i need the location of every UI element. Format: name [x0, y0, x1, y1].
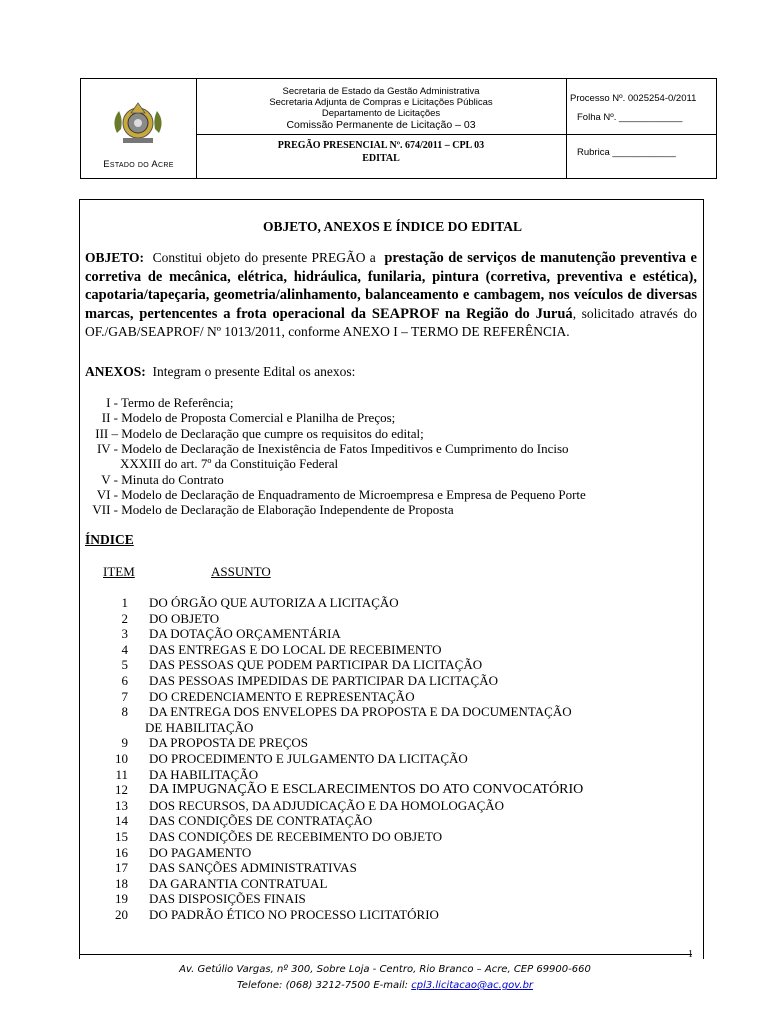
indice-item-title: DO OBJETO [149, 610, 220, 626]
header-line-4: Comissão Permanente de Licitação – 03 [286, 119, 476, 131]
indice-item-title: DO PROCEDIMENTO E JULGAMENTO DA LICITAÇÃO [149, 751, 468, 766]
indice-item-title: DAS CONDIÇÕES DE RECEBIMENTO DO OBJETO [149, 829, 443, 844]
objeto-rest: , solicitado através do OF./GAB/SEAPROF/ Nº 1013/2011, conforme ANEXO I – TERMO DE REFERÊNCIA. [85, 305, 697, 339]
footer-phone: Telefone: (068) 3212-7500 E-mail: [236, 980, 409, 991]
indice-item-number: 10 [115, 751, 128, 766]
indice-title: ÍNDICE [85, 532, 134, 547]
edital-label: EDITAL [362, 153, 400, 164]
section-title: OBJETO, ANEXOS E ÍNDICE DO EDITAL [262, 219, 523, 234]
anexos-label: ANEXOS: [85, 364, 146, 379]
indice-col-assunto: ASSUNTO [211, 564, 271, 579]
indice-item-number: 15 [115, 829, 128, 844]
indice-item-title: DA HABILITAÇÃO [149, 766, 259, 782]
indice-item-title: DA GARANTIA CONTRATUAL [149, 875, 328, 891]
header-line-2: Secretaria Adjunta de Compras e Licitações Públicas [269, 97, 493, 108]
processo-number: Processo Nº. 0025254-0/2011 [570, 93, 697, 104]
state-label: Estado do Acre [103, 159, 174, 170]
indice-item-number: 12 [115, 782, 128, 798]
anexos-intro [85, 363, 697, 381]
indice-item-number: 19 [115, 891, 128, 907]
anexo-item: IV - Modelo de Declaração de Inexistência de Fatos Impeditivos e Cumprimento do Inciso [96, 441, 569, 456]
anexo-item-continuation: XXXIII do art. 7º da Constituição Federal [120, 456, 339, 471]
indice-item-title: DAS DISPOSIÇÕES FINAIS [149, 891, 306, 907]
indice-item-title: DA DOTAÇÃO ORÇAMENTÁRIA [149, 626, 341, 642]
indice-item-number: 18 [115, 875, 128, 891]
anexo-item: V - Minuta do Contrato [101, 472, 224, 487]
indice-item-title: DAS PESSOAS QUE PODEM PARTICIPAR DA LICITAÇÃO [149, 657, 483, 673]
anexo-item: III – Modelo de Declaração que cumpre os requisitos do edital; [95, 426, 424, 441]
header-line-1: Secretaria de Estado da Gestão Administrativa [282, 86, 480, 97]
anexo-item: II - Modelo de Proposta Comercial e Planilha de Preços; [101, 410, 396, 425]
indice-item-number: 11 [115, 766, 128, 782]
indice-item-title: DAS SANÇÕES ADMINISTRATIVAS [149, 860, 357, 876]
indice-item-number: 3 [121, 626, 128, 642]
indice-item-title: DO ÓRGÃO QUE AUTORIZA A LICITAÇÃO [149, 595, 399, 610]
header-seal-cell [81, 79, 197, 178]
indice-col-item: ITEM [103, 564, 135, 579]
indice-item-title: DA IMPUGNAÇÃO E ESCLARECIMENTOS DO ATO CONVOCATÓRIO [149, 782, 584, 798]
indice-item-number: 5 [121, 657, 128, 673]
document-header [80, 78, 717, 179]
objeto-bold: prestação de serviços de manutenção preventiva e corretiva de mecânica, elétrica, hidráulica, funilaria, pintura (corretiva, preventiva e estética), capotaria/tapeçaria, geometria/alinhamento, balanceamento e cambagem, nos veículos de diversas marcas, pertencentes a frota operacional da SEAPROF na Região do Juruá [85, 250, 697, 322]
folha-field: Folha Nº. ____________ [577, 112, 683, 123]
page-number: 1 [688, 949, 693, 960]
box-bottom-rule [80, 954, 692, 955]
indice-item-number: 17 [115, 860, 128, 876]
indice-item-title: DA PROPOSTA DE PREÇOS [149, 735, 308, 751]
header-title-cell [196, 79, 567, 178]
header-line-3: Departamento de Licitações [321, 108, 441, 119]
indice-item-title: DAS PESSOAS IMPEDIDAS DE PARTICIPAR DA LICITAÇÃO [149, 673, 499, 688]
indice-item-title: DA ENTREGA DOS ENVELOPES DA PROPOSTA E DA DOCUMENTAÇÃO [149, 704, 572, 720]
anexo-item: VI - Modelo de Declaração de Enquadramento de Microempresa e Empresa de Pequeno Porte [96, 487, 586, 502]
indice-item-number: 16 [115, 844, 128, 860]
indice-item-title: DOS RECURSOS, DA ADJUDICAÇÃO E DA HOMOLOGAÇÃO [149, 797, 505, 813]
indice-item-number: 13 [115, 797, 128, 813]
objeto-label: OBJETO: [85, 250, 145, 265]
indice-item-number: 2 [121, 610, 128, 626]
indice-item-number: 6 [121, 673, 128, 688]
indice-item-number: 1 [121, 595, 128, 610]
indice-item-title: DAS CONDIÇÕES DE CONTRATAÇÃO [149, 813, 373, 829]
header-process-cell [566, 79, 716, 178]
indice-item-number: 20 [115, 907, 128, 922]
indice-item-title: DO CREDENCIAMENTO E REPRESENTAÇÃO [149, 688, 415, 704]
indice-item-title: DAS ENTREGAS E DO LOCAL DE RECEBIMENTO [149, 641, 442, 657]
rubrica-field: Rubrica ____________ [577, 147, 676, 158]
indice-item-number: 9 [121, 735, 128, 751]
objeto-paragraph [85, 249, 697, 341]
footer-address: Av. Getúlio Vargas, nº 300, Sobre Loja - Centro, Rio Branco – Acre, CEP 69900-660 [179, 964, 591, 975]
indice-item-title: DO PADRÃO ÉTICO NO PROCESSO LICITATÓRIO [149, 907, 439, 922]
footer-email-link[interactable]: cpl3.licitacao@ac.gov.br [411, 980, 534, 991]
pregao-number: PREGÃO PRESENCIAL Nº. 674/2011 – CPL 03 [277, 140, 485, 151]
anexos-intro-text: Integram o presente Edital os anexos: [152, 364, 356, 379]
indice-item-number: 8 [121, 704, 128, 720]
indice-item-title: DE HABILITAÇÃO [145, 719, 254, 735]
anexo-item: I - Termo de Referência; [106, 395, 234, 410]
indice-item-number: 7 [121, 688, 128, 704]
state-seal-icon [109, 99, 167, 147]
objeto-intro: Constitui objeto do presente PREGÃO a [152, 250, 376, 265]
footer-contact [0, 980, 770, 991]
indice-item-title: DO PAGAMENTO [149, 844, 252, 860]
edital-content-box [79, 199, 704, 959]
indice-item-number: 14 [115, 813, 128, 829]
indice-item-number: 4 [121, 641, 128, 657]
anexo-item: VII - Modelo de Declaração de Elaboração Independente de Proposta [92, 502, 454, 517]
